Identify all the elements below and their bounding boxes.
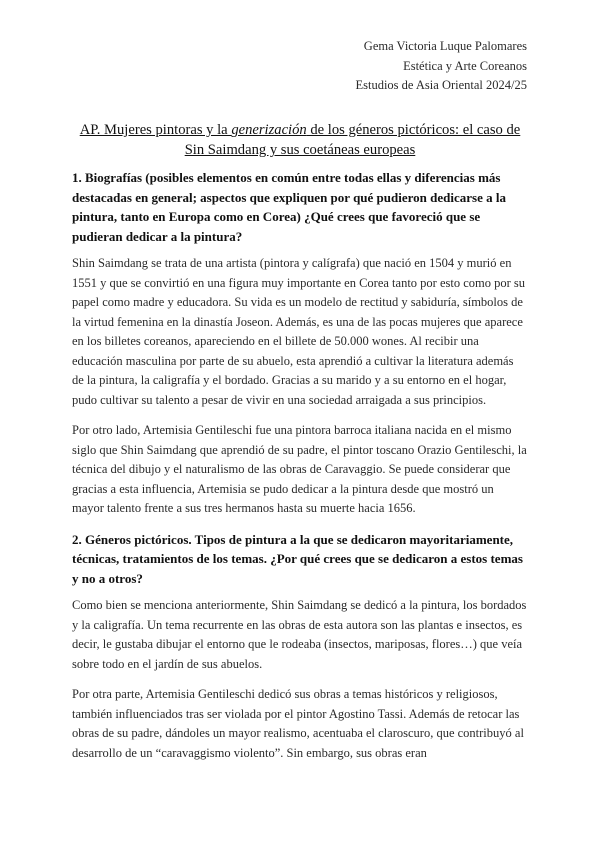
title-italic-term: generización: [231, 122, 307, 138]
course-name: Estética y Arte Coreanos: [403, 58, 527, 73]
program-name: Estudios de Asia Oriental 2024/25: [355, 78, 527, 92]
title-suffix: de los géneros pictóricos: el caso de Sin Saimdang y sus coetáneas europeas: [184, 122, 521, 158]
section-2-paragraph-2: Por otra parte, Artemisia Gentileschi dedicó sus obras a temas históricos y religiosos, también influenciados tras ser violada por el pintor Agostino Tassi. Además de retocar las obras de su padre, dándoles un mayor realismo, acentuaba el claroscuro, que contribuyó al desarrollo de un “caravaggismo violento”. Sin embargo, sus obras eran: [72, 687, 524, 760]
section-1-paragraph-1: Shin Saimdang se trata de una artista (pintora y calígrafa) que nació en 1504 y murió en 1551 y que se convirtió en una figura muy importante en Corea tanto por esto como por su papel como madre y educadora. Su vida es un modelo de rectitud y sabiduría, símbolos de la virtud femenina en la dinastía Joseon. Además, es una de las pocas mujeres que aparece en los billetes coreanos, apareciendo en el billete de 50.000 wones. Al recibir una educación masculina por parte de su abuelo, esta aprendió a cultivar la literatura además de la pintura, la caligrafía y el bordado. Gracias a su marido y a su entorno en el hogar, pudo cultivar su talento a pesar de vivir en una sociedad arraigada a sus principios.: [72, 256, 526, 407]
section-2-paragraph-1: Como bien se menciona anteriormente, Shin Saimdang se dedicó a la pintura, los bordados y la caligrafía. Un tema recurrente en las obras de esta autora son las plantas e insectos, es decir, le gustaba dibujar el entorno que le rodeaba (insectos, mariposas, flores…) que veía sobre todo en el jardín de sus abuelos.: [72, 598, 527, 671]
author-name: Gema Victoria Luque Palomares: [363, 39, 527, 53]
title-prefix: AP. Mujeres pintoras y la: [79, 122, 232, 138]
section-1-heading-bold: 1. Biografías (posibles elementos en común entre todas ellas y diferencias más destacadas en general; aspectos que expliquen por qué pudieron dedicarse a la pintura, tanto en Europa como en Corea): [72, 170, 506, 224]
section-2-heading-bold: 2. Géneros pictóricos. Tipos de pintura a la que se dedicaron mayoritariamente, técnicas, tratamientos de los temas. ¿Por qué crees que se dedicaron a estos temas y no a otros?: [72, 531, 523, 586]
author-block: [355, 37, 527, 96]
section-1-heading-question: ¿Qué crees que favoreció que se pudieran dedicar a la pintura?: [72, 209, 481, 244]
section-2-heading: [72, 530, 528, 589]
section-1-paragraph-2: Por otro lado, Artemisia Gentileschi fue una pintora barroca italiana nacida en el mismo siglo que Shin Saimdang que aprendió de su padre, el pintor toscano Orazio Gentileschi, la técnica del dibujo y el naturalismo de las obras de Caravaggio. Se puede considerar que gracias a esta influencia, Artemisia se pudo dedicar a la pintura desde que mostró un mayor talento frente a sus tres hermanos hasta su muerte hacia 1656.: [72, 423, 527, 515]
document-title: [72, 120, 528, 160]
section-1-heading: [72, 168, 528, 246]
document-body: [72, 168, 528, 774]
